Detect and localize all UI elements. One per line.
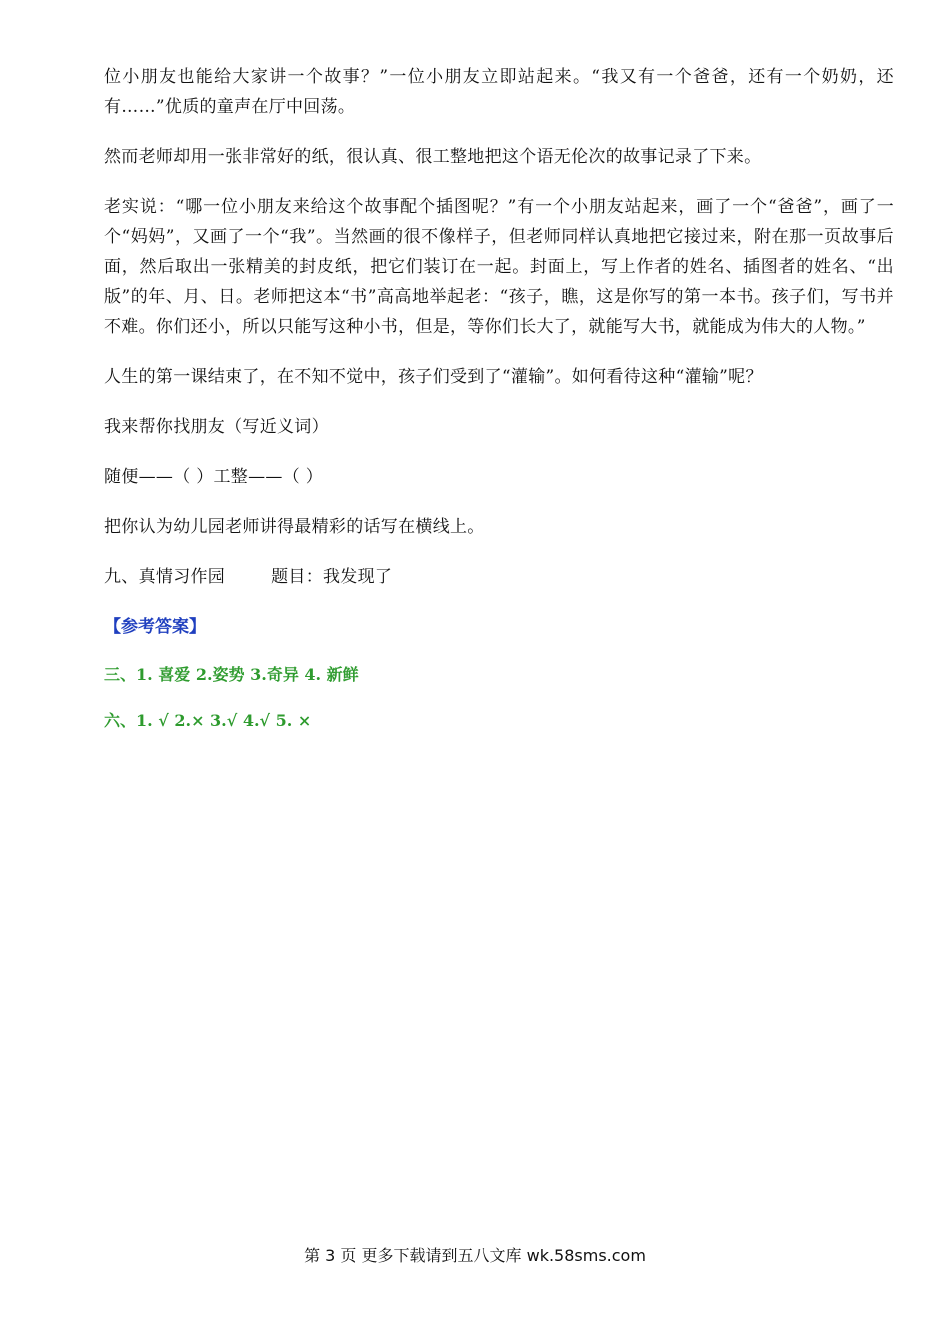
question-best-quote: 把你认为幼儿园老师讲得最精彩的话写在横线上。 <box>104 517 485 537</box>
question-synonym-pairs: 随便——（ ）工整——（ ） <box>104 467 324 487</box>
question-synonyms: 我来帮你找朋友（写近义词） <box>104 417 329 437</box>
paragraph-teacher-records: 然而老师却用一张非常好的纸，很认真、很工整地把这个语无伦次的故事记录了下来。 <box>104 147 762 167</box>
composition-label: 九、真情习作园 <box>104 567 226 587</box>
answer-line-section-three: 三、1. 喜爱 2.姿势 3.奇异 4. 新鲜 <box>104 665 359 684</box>
answer-line-section-six: 六、1. √ 2.× 3.√ 4.√ 5. × <box>104 711 312 730</box>
document-content <box>104 62 894 752</box>
composition-topic: 题目：我发现了 <box>271 567 393 587</box>
paragraph-story-continuation: 位小朋友也能给大家讲一个故事？”一位小朋友立即站起来。“我又有一个爸爸，还有一个奶奶，还有……”优质的童声在厅中回荡。 <box>104 67 894 117</box>
composition-section <box>104 562 894 592</box>
paragraph-first-lesson: 人生的第一课结束了，在不知不觉中，孩子们受到了“灌输”。如何看待这种“灌输”呢？ <box>104 367 763 387</box>
paragraph-illustration: 老实说：“哪一位小朋友来给这个故事配个插图呢？”有一个小朋友站起来，画了一个“爸爸”，画了一个“妈妈”，又画了一个“我”。当然画的很不像样子，但老师同样认真地把它接过来，附在那一页故事后面，然后取出一张精美的封皮纸，把它们装订在一起。封面上，写上作者的姓名、插图者的姓名、“出版”的年、月、日。老师把这本“书”高高地举起老：“孩子，瞧，这是你写的第一本书。孩子们，写书并不难。你们还小，所以只能写这种小书，但是，等你们长大了，就能写大书，就能成为伟大的人物。” <box>104 197 894 337</box>
answer-key-title: 【参考答案】 <box>104 617 206 637</box>
page-footer: 第 3 页 更多下载请到五八文库 wk.58sms.com <box>304 1246 646 1265</box>
